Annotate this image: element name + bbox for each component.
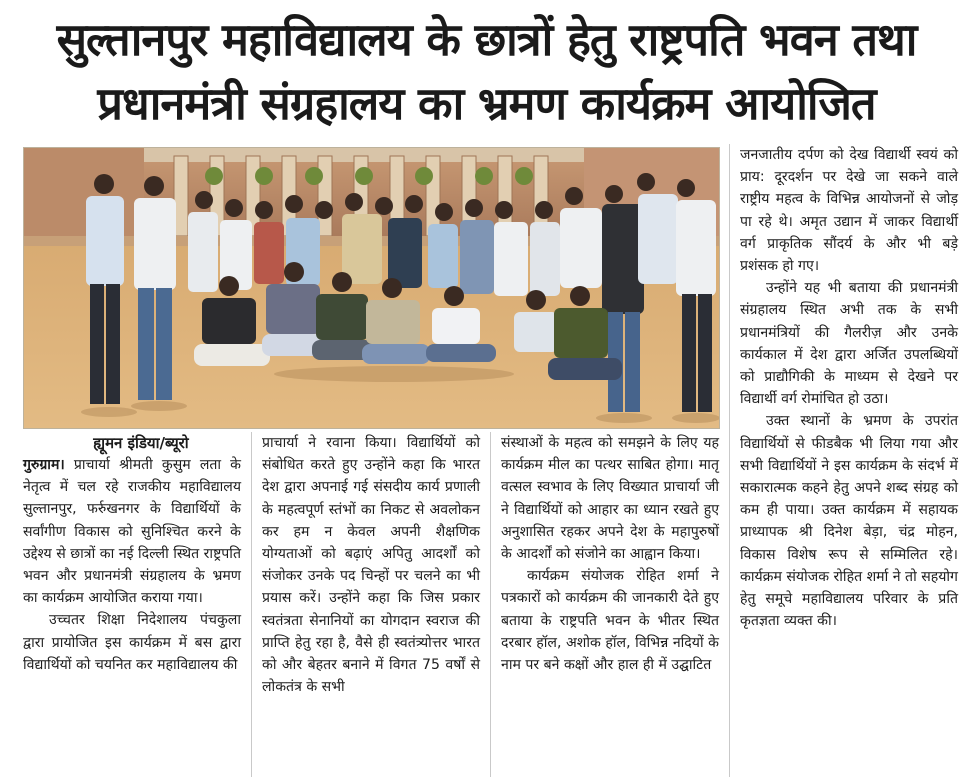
column-divider (251, 432, 252, 777)
article-column-1 (23, 432, 241, 676)
dateline: गुरुग्राम। (23, 457, 65, 473)
column-divider (729, 144, 730, 777)
paragraph: कार्यक्रम संयोजक रोहित शर्मा ने पत्रकारों को कार्यक्रम की जानकारी देते हुए बताया के राष्ट्रपति भवन के भीतर स्थित दरबार हॉल, अशोक हॉल, विभिन्न नदियों के नाम पर बने कक्षों और हाल ही में उद्घाटित (501, 568, 719, 674)
paragraph: उच्चतर शिक्षा निदेशालय पंचकुला द्वारा प्रायोजित इस कार्यक्रम में बस द्वारा विद्यार्थियों को चयनित कर महाविद्यालय की (23, 612, 241, 673)
paragraph: संस्थाओं के महत्व को समझने के लिए यह कार्यक्रम मील का पत्थर साबित होगा। मातृ वत्सल स्वभाव के लिए विख्यात प्राचार्या जी ने विद्यार्थियों को आहार का ध्यान रखते हुए अनुशासित रहकर अपने देश के महापुरुषों के आदर्शों को संजोने का आह्वान किया। (501, 435, 719, 563)
article-column-3 (501, 432, 719, 676)
paragraph: प्राचार्या ने रवाना किया। विद्यार्थियों को संबोधित करते हुए उन्होंने कहा कि भारत देश द्वारा अपनाई गई संसदीय कार्य प्रणाली के महत्वपूर्ण स्तंभों का निकट से अवलोकन कर हम न केवल अपनी शैक्षणिक योग्यताओं को बढ़ाएं अपितु आदर्शों को संजोकर उनके पद चिन्हों पर चलने का भी प्रयास करें। उन्होंने कहा कि जिस प्रकार स्वतंत्रता सेनानियों का योगदान स्वराज की प्राप्ति हेतु रहा है, वैसे ही स्वतंत्र्योत्तर भारत को और बेहतर बनाने में विगत 75 वर्षों से लोकतंत्र के सभी (262, 435, 480, 696)
paragraph-text: प्राचार्या श्रीमती कुसुम लता के नेतृत्व में चल रहे राजकीय महाविद्यालय सुल्तानपुर, फर्रुखनगर के विद्यार्थियों के सर्वांगीण विकास को सुनिश्चित करने के उद्देश्य से छात्रों का नई दिल्ली स्थित राष्ट्रपति भवन और प्रधानमंत्री संग्रहालय के भ्रमण का कार्यक्रम आयोजित कराया गया। (23, 457, 241, 607)
paragraph: उन्होंने यह भी बताया की प्रधानमंत्री संग्रहालय स्थित अभी तक के सभी प्रधानमंत्रियों की गैलरीज़ और उनके कार्यकाल में देश द्वारा अर्जित उपलब्धियों को प्राद्यौगिकी के माध्यम से देखने पर विद्यार्थी वर्ग रोमांचित हो उठा। (740, 280, 958, 408)
byline: ह्यूमन इंडिया/ब्यूरो (93, 434, 189, 452)
article-column-4 (740, 144, 958, 632)
paragraph: जनजातीय दर्पण को देख विद्यार्थी स्वयं को प्राय: दूरदर्शन पर देखे जा सकने वाले राष्ट्रीय महत्व के विभिन्न आयोजनों से जोड़ पा रहे थे। अमृत उद्यान में जाकर विद्यार्थी वर्ग प्राकृतिक सौंदर्य के और भी बड़े प्रशंसक हो गए। (740, 147, 958, 275)
headline-line-1: सुल्तानपुर महाविद्यालय के छात्रों हेतु राष्ट्रपति भवन तथा (56, 13, 917, 66)
article-column-2 (262, 432, 480, 698)
column-divider (490, 432, 491, 777)
headline-line-2: प्रधानमंत्री संग्रहालय का भ्रमण कार्यक्रम आयोजित (97, 77, 876, 130)
paragraph (23, 454, 241, 609)
paragraph: उक्त स्थानों के भ्रमण के उपरांत विद्यार्थियों से फीडबैक भी लिया गया और सभी विद्यार्थियों ने इस कार्यक्रम के संदर्भ में सकारात्मक कहने हेतु अपने शब्द संग्रह को कम ही पाया। उक्त कार्यक्रम में सहायक प्राध्यापक श्री दिनेश बेड़ा, चंद्र मोहन, विकास विशेष रूप से सम्मिलित रहे। कार्यक्रम संयोजक रोहित शर्मा ने तो सहयोग हेतु समूचे महाविद्यालय परिवार के प्रति कृतज्ञता व्यक्त की। (740, 413, 958, 630)
group-photo (23, 147, 720, 429)
headline (0, 8, 973, 136)
